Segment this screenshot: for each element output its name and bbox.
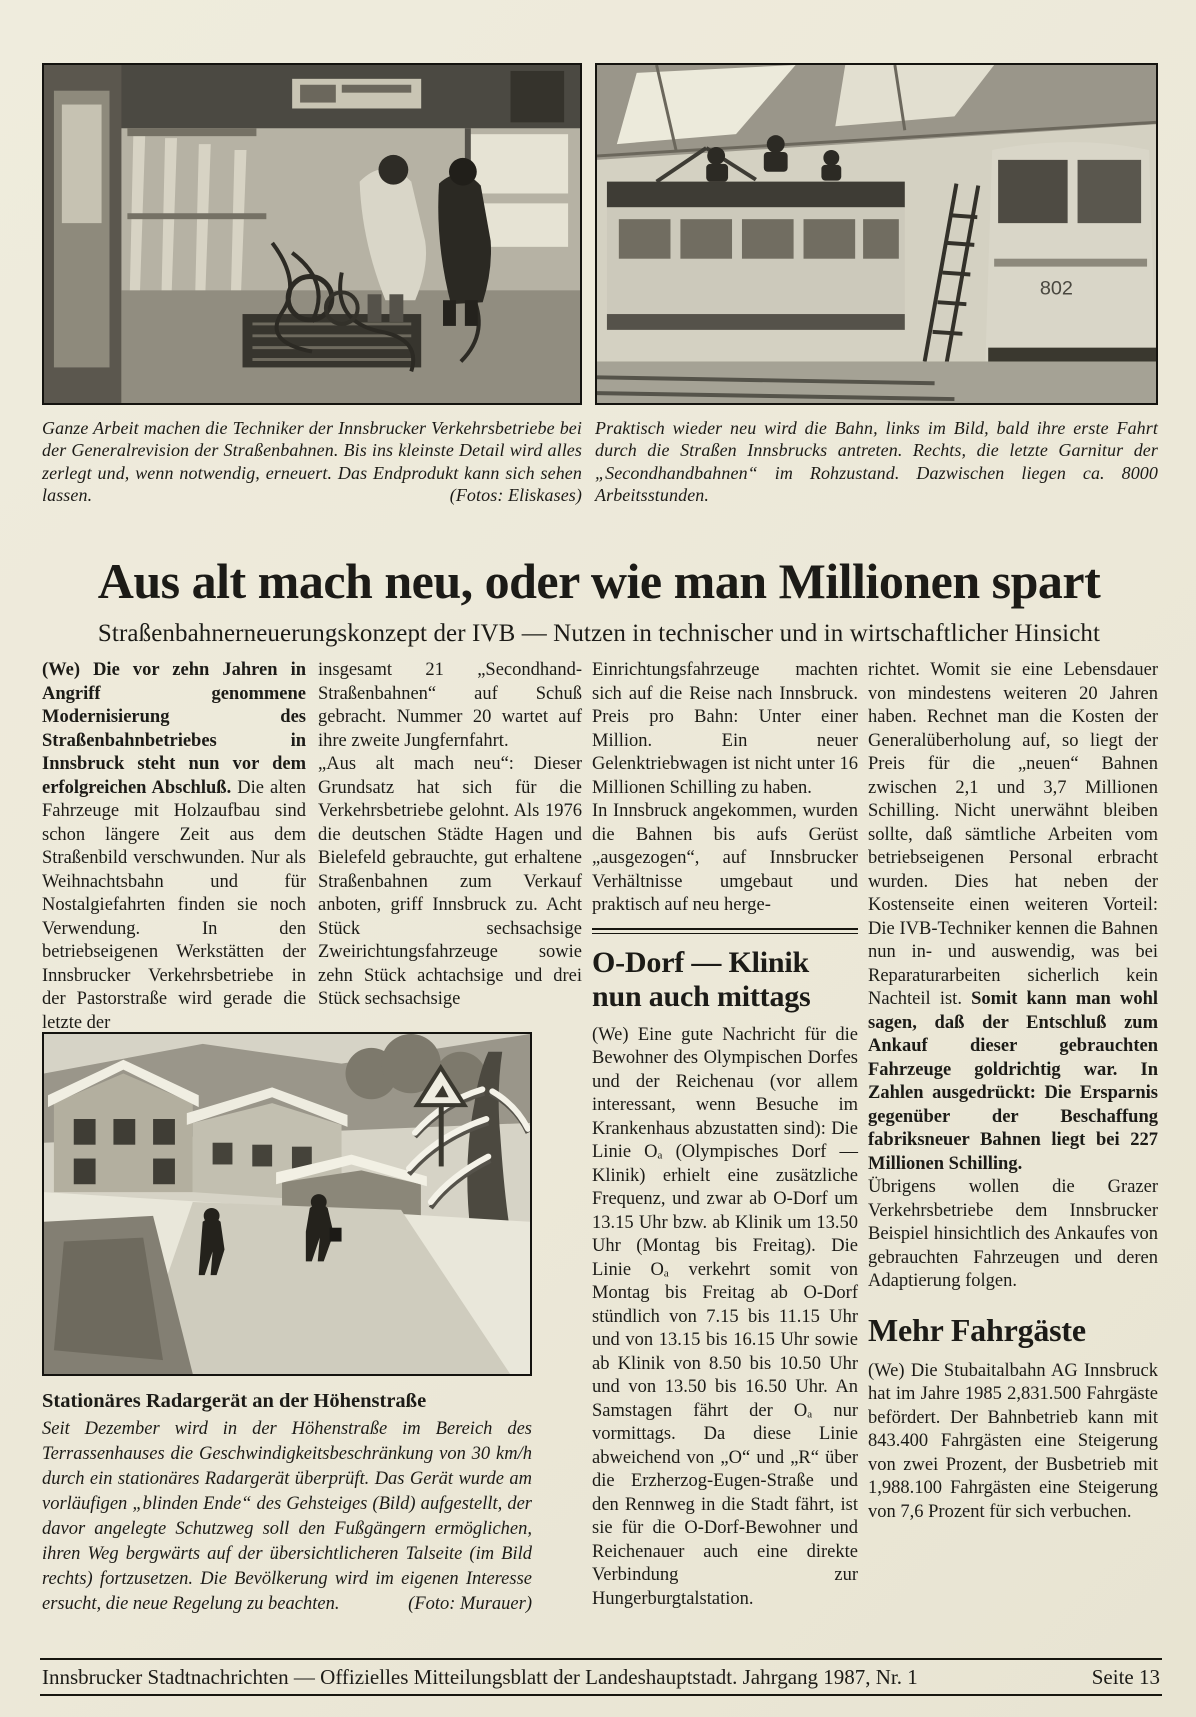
secondhand-tram-802 (985, 142, 1156, 381)
photo-tram-depot (595, 63, 1158, 405)
fahrgaeste-article-body: (We) Die Stubaitalbahn AG Innsbruck hat im Jahre 1985 2,831.500 Fahrgäste befördert. Der Bahnbetrieb kann mit 843.400 Fahrgästen eine Steigerung von zwei Prozent, der Busbetrieb mit 1,988.100 Fahrgästen eine Steigerung von 7,6 Prozent für sich verbuchen. (868, 1360, 1158, 1522)
paragraph: Übrigens wollen die Grazer Verkehrsbetriebe dem Innsbrucker Beispiel hinsichtlich des Ankaufes von gebrauchten Fahrzeugen und deren Adaptierung folgen. (868, 1177, 1158, 1291)
tram-number-text: 802 (1039, 277, 1073, 300)
paragraph: richtet. Womit sie eine Lebensdauer von mindestens weiteren 20 Jahren haben. Rechnet man die Kosten der Generalüberholung auf, so liegt der Preis für die „neuen“ Bahnen zwischen 2,1 und 3,7 Millionen Schilling. Nicht unerwähnt bleiben sollte, daß sämtliche Arbeiten vom betriebseigenen Personal erbracht wurden. Dies hat neben der Kostenseite einen weiteren Vorteil: Die IVB-Techniker kennen die Bahnen nun in- und auswendig, was bei Reparaturarbeiten sicherlich kein Nachteil ist. Somit kann man wohl sagen, daß der Entschluß zum Ankauf dieser gebrauchten Fahrzeuge goldrichtig war. In Zahlen ausgedrückt: Die Ersparnis gegenüber der Beschaffung fabriksneuer Bahnen liegt bei 227 Millionen Schilling. (868, 660, 1158, 1174)
caption-text: Praktisch wieder neu wird die Bahn, links im Bild, bald ihre erste Fahrt durch die Straßen Innsbrucks antreten. Rechts, die letzte Garnitur der „Secondhandbahnen“ im Rohzustand. Dazwischen liegen ca. 8000 Arbeitsstunden. (595, 418, 1158, 506)
photo-credit-eliskases: (Fotos: Eliskases) (449, 485, 582, 506)
photo-credit-murauer: (Foto: Murauer) (408, 1594, 532, 1614)
lead-bold-text: (We) Die vor zehn Jahren in Angriff genommene Modernisierung des Straßenbahnbetriebes in Innsbruck steht nun vor dem erfolgreichen Abschluß. (42, 660, 306, 798)
page-number: Seite 13 (1091, 1665, 1160, 1689)
fahrgaeste-article-headline: Mehr Fahrgäste (868, 1311, 1086, 1348)
snowy-street-illustration (44, 1034, 530, 1374)
page-footer (40, 1658, 1162, 1696)
paragraph: insgesamt 21 „Secondhand-Straßenbahnen“ auf Schuß gebracht. Nummer 20 wartet auf ihre zweite Jungfernfahrt. (318, 660, 582, 751)
odorf-article-headline: O-Dorf — Klinik nun auch mittags (592, 945, 811, 1013)
paragraph: (We) Die vor zehn Jahren in Angriff genommene Modernisierung des Straßenbahnbetriebes in Innsbruck steht nun vor dem erfolgreichen Abschluß. Die alten Fahrzeuge mit Holzaufbau sind schon längere Zeit aus dem Straßenbild verschwunden. Nur als Weihnachtsbahn und für Nostalgiefahrten finden sie noch Verwendung. In den betriebseigenen Werkstätten der Innsbrucker Verkehrsbetriebe in der Pastorstraße wird gerade die letzte der (42, 660, 307, 1033)
photo-snowy-street-radar (42, 1032, 532, 1376)
caption-tram-depot (595, 417, 1158, 507)
caption-tram-interior (42, 417, 582, 507)
footer-masthead: Innsbrucker Stadtnachrichten — Offizielles Mitteilungsblatt der Landeshauptstadt. Jahrgang 1987, Nr. 1 (42, 1665, 918, 1689)
paragraph: Einrichtungsfahrzeuge machten sich auf die Reise nach Innsbruck. Preis pro Bahn: Unter einer Million. Ein neuer Gelenktriebwagen ist nicht unter 16 Millionen Schilling zu haben. (592, 660, 858, 798)
odorf-article-body: (We) Eine gute Nachricht für die Bewohner des Olympischen Dorfes und der Reichenau (vor allem interessant, wenn Besuche im Krankenhaus abzustatten sind): Die Linie Oₐ (Olympisches Dorf — Klinik) erhielt eine zusätzliche Frequenz, und zwar ab O-Dorf um 13.15 Uhr bzw. ab Klinik um 13.50 Uhr (Montag bis Freitag). Die Linie Oₐ verkehrt somit von Montag bis Freitag ab O-Dorf stündlich von 7.15 bis 11.15 Uhr und von 13.15 bis 16.15 Uhr sowie ab Klinik von 8.50 bis 10.50 Uhr und von 13.50 bis 16.50 Uhr. An Samstagen fährt der Oₐ nur vormittags. Da diese Linie abweichend von „O“ und „R“ über die Erzherzog-Eugen-Straße und den Rennweg in die Stadt fährt, ist sie für die O-Dorf-Bewohner und Reichenauer auch eine direkte Verbindung zur Hungerburgtalstation. (592, 1024, 858, 1609)
photo-tram-interior-workshop (42, 63, 582, 405)
paragraph: In Innsbruck angekommen, wurden die Bahnen bis aufs Gerüst „ausgezogen“, auf Innsbrucker Verhältnisse umgebaut und praktisch auf neu herge- (592, 801, 858, 915)
article-headline: Aus alt mach neu, oder wie man Millionen spart (97, 553, 1101, 609)
radar-caption-body: Seit Dezember wird in der Höhenstraße im Bereich des Terrassenhauses die Geschwindigkeitsbeschränkung von 30 km/h durch ein stationäres Radargerät überprüft. Das Gerät wurde am vorläufigen „blinden Ende“ des Gehsteiges (Bild) aufgestellt, der davor angelegte Schutzweg soll den Fußgängern ermöglichen, ihren Weg bergwärts auf der übersichtlicheren Talseite (im Bild rechts) fortzusetzen. Die Bevölkerung wird im eigenen Interesse ersucht, die neue Regelung zu beachten. (Foto: Murauer) (42, 1417, 532, 1617)
section-divider-rule (592, 928, 858, 934)
article-column-4 (868, 659, 1158, 1524)
radar-caption-title: Stationäres Radargerät an der Höhenstraße (42, 1390, 427, 1412)
paragraph: „Aus alt mach neu“: Dieser Grundsatz hat sich für die Verkehrsbetriebe gelohnt. Als 1976 die deutschen Städte Hagen und Bielefeld gebrauchte, gut erhaltene Straßenbahnen zum Verkauf anboten, griff Innsbruck zu. Acht Stück sechsachsige Zweirichtungsfahrzeuge sowie zehn Stück achtachsige und drei Stück sechsachsige (318, 754, 582, 1009)
article-column-3 (592, 659, 858, 1611)
article-column-2 (318, 659, 582, 1012)
article-column-1 (42, 659, 306, 1035)
radar-caption-block (42, 1388, 532, 1617)
caption-text: Ganze Arbeit machen die Techniker der Innsbrucker Verkehrsbetriebe bei der Generalrevision der Straßenbahnen. Bis ins kleinste Detail wird alles zerlegt und, wenn notwendig, erneuert. Das Endprodukt kann sich sehen lassen. (42, 418, 582, 506)
article-subheadline: Straßenbahnerneuerungskonzept der IVB — Nutzen in technischer und in wirtschaftlicher Hinsicht (97, 620, 1101, 647)
conclusion-bold-text: Somit kann man wohl sagen, daß der Entschluß zum Ankauf dieser gebrauchten Fahrzeuge goldrichtig war. In Zahlen ausgedrückt: Die Ersparnis gegenüber der Beschaffung fabriksneuer Bahnen liegt bei 227 Millionen Schilling. (868, 989, 1158, 1174)
tram-interior-illustration (44, 65, 580, 403)
tram-depot-illustration (597, 65, 1156, 403)
